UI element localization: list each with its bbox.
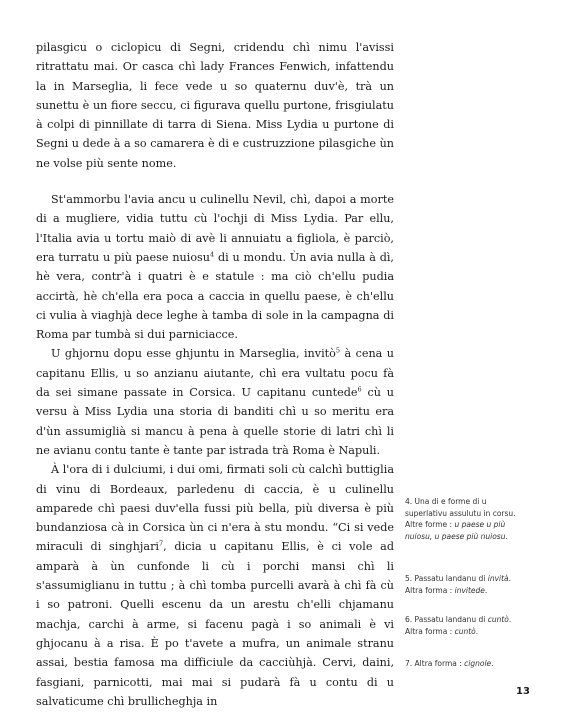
text-run: U ghjornu dopu esse ghjuntu in Marseglia, invitò xyxy=(51,347,336,361)
text-run: cù u versu à Miss Lydia una storia di banditi chì u so meritu era d'ùn assumiglià si mancu à pena à quelle storie di latri chì li ne avianu contu tante è tante par istrada trà Roma è Napuli. xyxy=(36,386,394,457)
text-run: . xyxy=(484,585,488,595)
paragraph-2 xyxy=(36,190,394,344)
main-text xyxy=(36,38,394,711)
footnote-4 xyxy=(405,496,525,542)
page-number: 13 xyxy=(516,686,530,697)
paragraph-4 xyxy=(36,460,394,711)
text-run: À l'ora di i dulciumi, i dui omi, firmati soli cù calchì buttiglia di vinu di Bordeaux, parledenu di caccia, è u culinellu amparede chì paesi duv'ella fussi più bella, più diversa è più bundanziosa cà in Corsica ùn ci n'era à stu mondu. “Ci si vede miraculi di singhjari xyxy=(36,463,394,554)
italic-text: u paese u più nuiosu, u paese più nuiosu xyxy=(405,520,506,541)
footnote-marker: 4 xyxy=(210,250,215,259)
text-run: . Altra forma : xyxy=(405,574,512,595)
text-run: à cena u capitanu Ellis, u so anzianu aiutante, chì era vultatu pocu fà da sei simane passate in Corsica. U capitanu cuntede xyxy=(36,347,394,400)
footnote-6 xyxy=(405,614,525,637)
text-run: . xyxy=(491,659,494,668)
text-run: . xyxy=(505,531,508,541)
footnote-7 xyxy=(405,658,525,670)
text-run: 7. Altra forma : xyxy=(405,659,465,668)
text-run: 5. Passatu landanu di xyxy=(405,574,488,583)
text-run: di u mondu. Ùn avia nulla à dì, hè vera, contr'à i quatri è e statule : ma ciò ch'ellu pudia accirtà, hè ch'ella era poca a caccia in quellu paese, è ch'ellu ci vulia à viaghjà dece leghe à tamba di sole in la campagna di Roma par tumbà si dui parniciacce. xyxy=(36,250,394,342)
italic-text: cignole xyxy=(464,659,492,668)
text-run: 4. Una di e forme di u superlativu assulutu in corsu. Altre forme : xyxy=(405,497,516,529)
italic-text: invità xyxy=(487,574,509,583)
text-run: . xyxy=(475,626,479,636)
footnote-5 xyxy=(405,573,525,596)
footnote-marker: 5 xyxy=(335,346,341,355)
paragraph-3 xyxy=(36,344,394,460)
italic-text: cuntò xyxy=(487,615,509,624)
italic-text: invitede xyxy=(454,585,485,595)
text-run: , dicia u capitanu Ellis, è ci vole ad amparà à ùn cunfonde li cù i porchi mansi chì li s'assumiglianu in tuttu ; à chì tomba purcelli avarà à chì fà cù i so patroni. Quelli escenu da un arestu ch'elli chjamanu machja, carchi à arme, si facenu pagà i so animali è vi ghjocanu à a risa. È po t'avete a mufra, un animale stranu assai, bestia famosa ma difficiule da cacciùhjà. Cervi, daini, fasgiani, parnicotti, mai mai si pudarà fà u contu di u salvaticume chì brullicheghja in xyxy=(36,540,395,708)
footnote-marker: 6 xyxy=(357,385,362,394)
paragraph-1 xyxy=(36,38,394,173)
text-run: . Altra forma : xyxy=(405,615,512,636)
text-run: pilasgicu o ciclopicu di Segni, cridendu chì nimu l'avissi ritrattatu mai. Or casca chì lady Frances Fenwich, infattendu la in Marseglia, li fece vede u so quaternu duv'è, trà un sunettu è un fiore seccu, ci figurava quellu purtone, frisgiulatu à colpi di pinnillate di tarra di Siena. Miss Lydia u purtone di Segni u dede à a so camarera è di e custruzzione pilasgiche ùn ne volse più sente nome. xyxy=(36,41,394,170)
text-run: St'ammorbu l'avia ancu u culinellu Nevil, chì, dapoi a morte di a mugliere, vidia tuttu cù l'ochji di Miss Lydia. Par ellu, l'Italia avia u tortu maiò di avè li annuiatu a figliola, è parciò, era turratu u più paese nuiosu xyxy=(36,193,394,264)
text-run: 6. Passatu landanu di xyxy=(405,615,488,624)
italic-text: cuntò xyxy=(454,626,476,636)
footnote-marker: 7 xyxy=(159,539,164,548)
